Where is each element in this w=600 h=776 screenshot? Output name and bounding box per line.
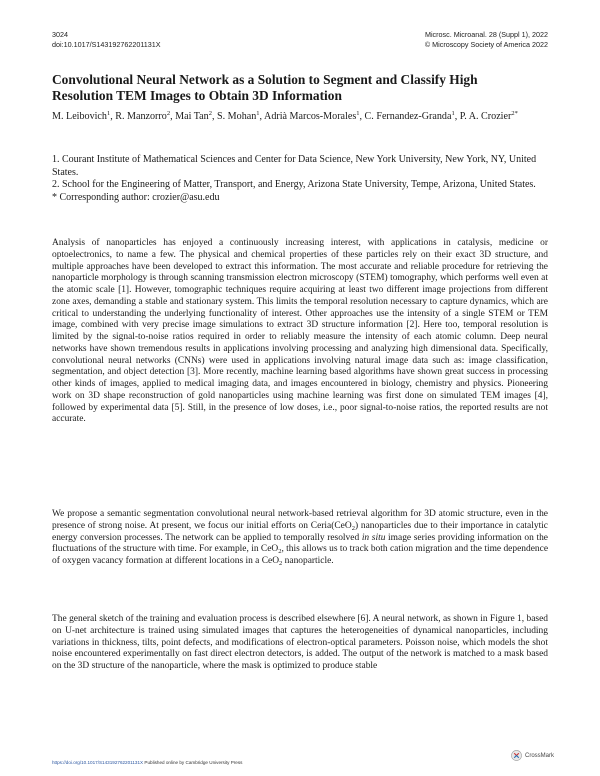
author: C. Fernandez-Granda$^1$ — [364, 110, 455, 122]
journal-citation: Microsc. Microanal. 28 (Suppl 1), 2022 — [424, 30, 548, 39]
crossmark-badge[interactable] — [511, 750, 554, 761]
body-paragraph-2: We propose a semantic segmentation convolutional neural network-based retrieval algorithm for 3D atomic structure, even in the presence of strong noise. At present, we focus our initial efforts on Ceria(CeO$_2$) nanoparticles due to their importance in catalytic energy conversion processes. The network can be applied to temporally resolved in situ image series providing information on the fluctuations of the structure with time. For example, in CeO$_2$, this allows us to track both cation migration and the time dependence of oxygen vacancy formation at different locations in a CeO$_2$ nanoparticle. — [52, 509, 549, 567]
header-right — [425, 30, 548, 50]
corresponding-author: * Corresponding author: crozier@asu.edu — [52, 191, 220, 203]
doi-link[interactable]: https://doi.org/10.1017/S143192762201131X — [52, 760, 144, 765]
author: Adrià Marcos-Morales$^1$ — [264, 110, 360, 122]
body-paragraph-1: Analysis of nanoparticles has enjoyed a continuously increasing interest, with applications in catalysis, medicine or optoelectronics, to name a few. The physical and chemical properties of these particles rely on their exact 3D structure, and multiple approaches have been developed to extract this information. The most accurate and reliable procedure for retrieving the nanoparticle morphology is through scanning transmission electron microscopy (STEM) tomography, which performs well even at the atomic scale [1]. However, tomographic techniques require acquiring at least two different image projections from different zone axes, demanding a stable and stationary system. This limits the temporal resolution necessary to capture dynamics, which are critical to understanding the underlying functionality of interest. Other approaches use the intensity of a single STEM or TEM image, combined with very precise image simulations to extract 3D structure information [2]. Here too, temporal resolution is limited by the signal-to-noise ratios required in order to reliably measure the intensity of each atomic column. Deep neural networks have shown tremendous results in applications involving processing and analyzing high dimensional data. Specifically, convolutional neural networks (CNNs) were used in applications involving natural image data such as: image classification, segmentation, and object detection [3]. More recently, machine learning based algorithms have shown great success in processing other kinds of images, applied to medical imaging data, and images encountered in biology, chemistry and physics. Pioneering work on 3D shape reconstruction of gold nanoparticles using machine learning was first done on simulated TEM images [4], followed by experimental data [5]. Still, in the presence of low doses, i.e., poor signal-to-noise ratios, the reported results are not accurate. — [52, 238, 548, 425]
page-id: 3024 — [52, 30, 68, 39]
published-notice: Published online by Cambridge University Press — [144, 760, 243, 765]
header-left — [52, 30, 161, 50]
crossmark-label: CrossMark — [524, 752, 554, 759]
author: P. A. Crozier$^{2*}$ — [459, 110, 518, 122]
affiliations — [52, 154, 552, 204]
crossmark-icon — [511, 750, 522, 761]
copyright-notice: © Microscopy Society of America 2022 — [424, 40, 548, 49]
author: M. Leibovich$^1$ — [52, 110, 111, 122]
affiliation-1: 1. Courant Institute of Mathematical Sciences and Center for Data Science, New York University, New York, NY, United States. — [52, 154, 537, 178]
author: Mai Tan$^2$ — [175, 110, 212, 122]
author-list: M. Leibovich$^1$, R. Manzorro$^2$, Mai Tan$^2$, S. Mohan$^1$, Adrià Marcos-Morales$^1$, C. Fernandez-Granda$^1$, P. A. Crozier$^{2*}$ — [52, 110, 518, 122]
affiliation-2: 2. School for the Engineering of Matter, Transport, and Energy, Arizona State University, Tempe, Arizona, United States. — [52, 179, 536, 191]
author: R. Manzorro$^2$ — [115, 110, 171, 122]
author: S. Mohan$^1$ — [217, 110, 260, 122]
paper-title: Convolutional Neural Network as a Solution to Segment and Classify High Resolution TEM Images to Obtain 3D Information — [52, 72, 478, 103]
body-paragraph-3: The general sketch of the training and evaluation process is described elsewhere [6]. A neural network, as shown in Figure 1, based on U-net architecture is trained using simulated images that captures the heterogeneities of dynamical nanoparticles, including variations in thickness, tilts, point defects, and modifications of electron-optical parameters. Poisson noise, which models the shot noise encountered experimentally on fast direct electron detectors, is added. The output of the network is matched to a mask based on the 3D structure of the nanoparticle, where the mask is optimized to produce stable — [52, 614, 548, 671]
footer — [52, 760, 242, 765]
doi-label: doi:10.1017/S143192762201131X — [52, 40, 161, 49]
